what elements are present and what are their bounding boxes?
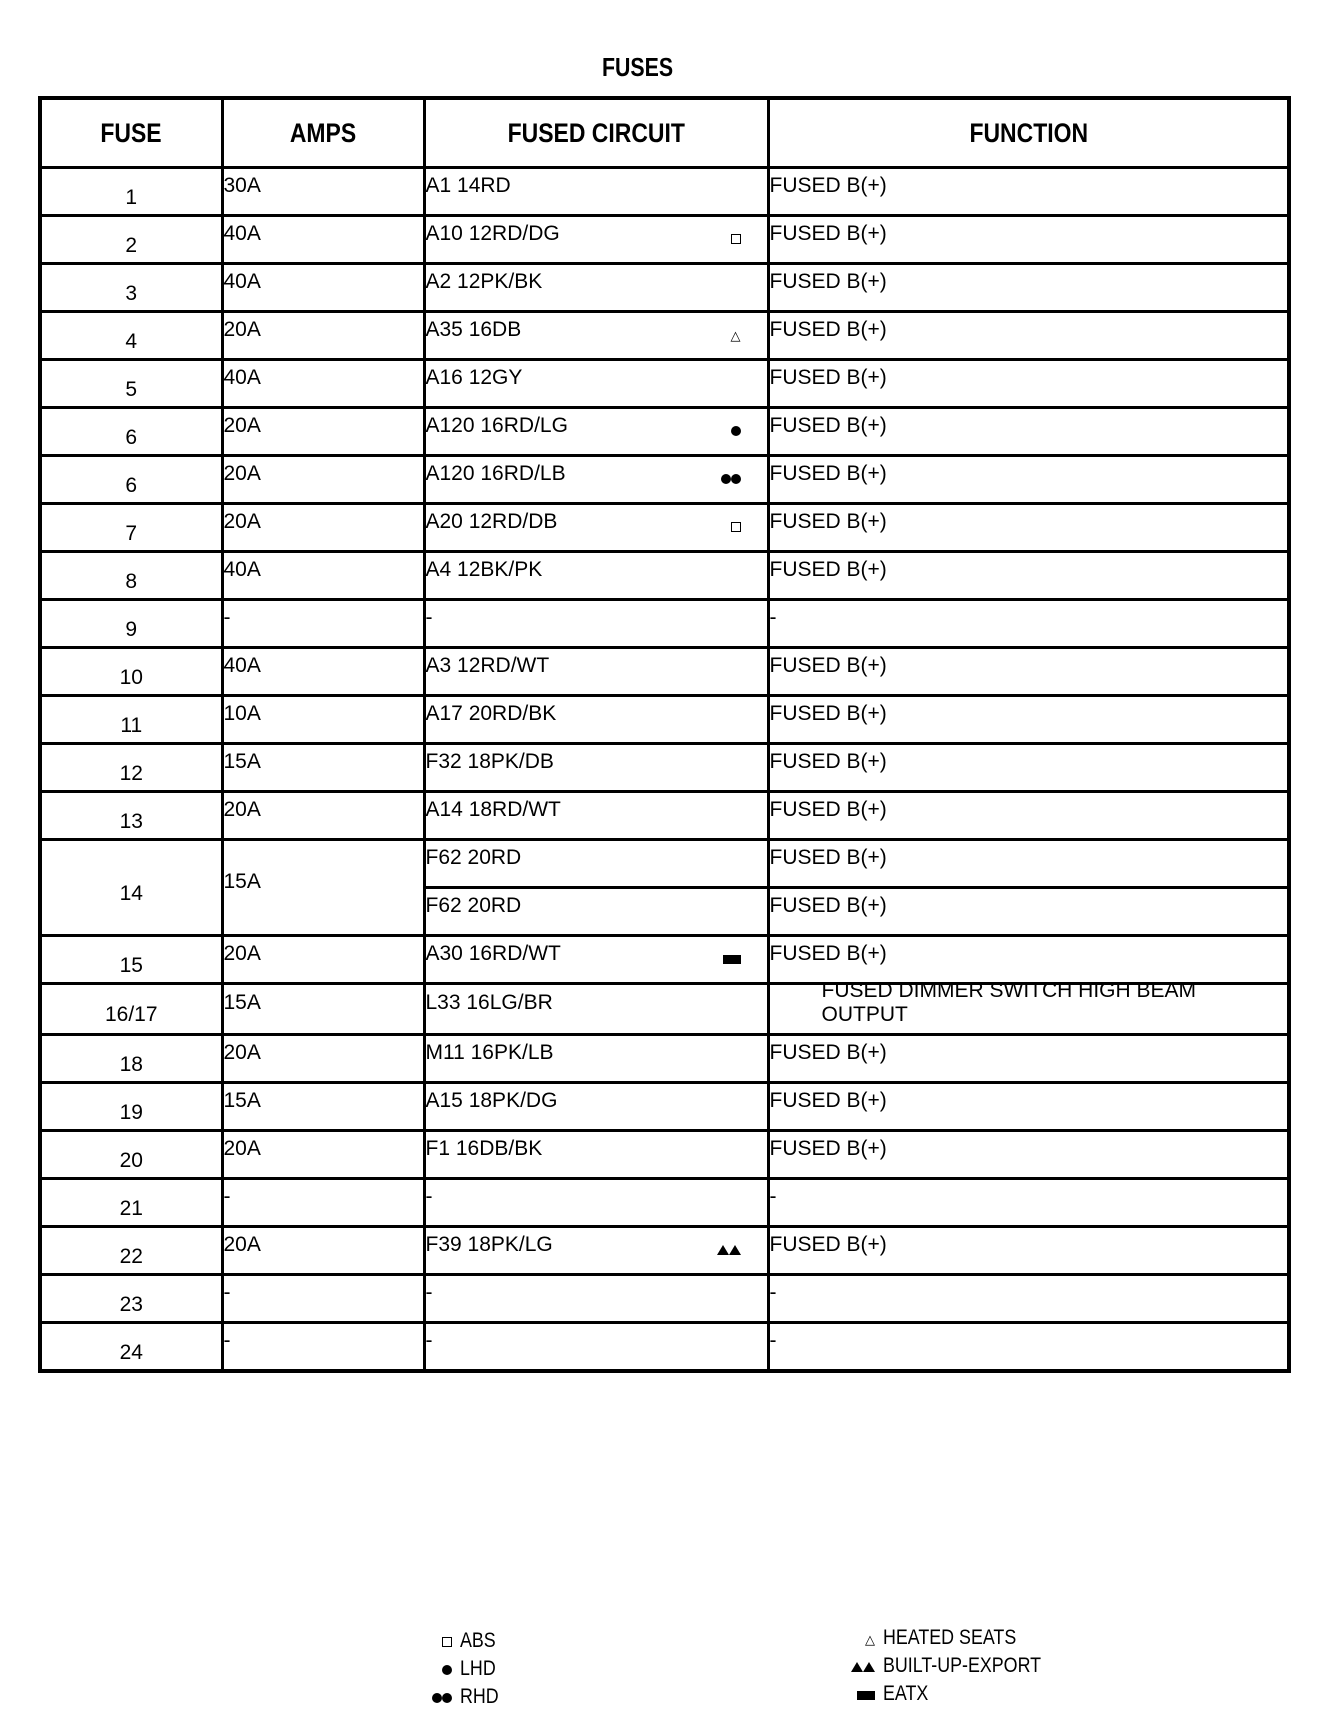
- amps-cell: 30A: [222, 168, 424, 216]
- function-cell: FUSED B(+): [768, 744, 1289, 792]
- table-row: [40, 984, 1289, 1035]
- amps-cell: 40A: [222, 360, 424, 408]
- table-row: [40, 648, 1289, 696]
- table-row: [40, 552, 1289, 600]
- amps-cell: 15A: [222, 840, 424, 936]
- table-row: [40, 1035, 1289, 1083]
- amps-cell: 20A: [222, 936, 424, 984]
- function-cell: FUSED B(+): [768, 648, 1289, 696]
- table-row: [40, 600, 1289, 648]
- legend-item: [845, 1624, 1069, 1652]
- function-cell: -: [768, 1179, 1289, 1227]
- fused-circuit-cell: A2 12PK/BK: [424, 264, 768, 312]
- fused-circuit-cell: A16 12GY: [424, 360, 768, 408]
- table-row: [40, 792, 1289, 840]
- fuse-number-cell: 10: [40, 648, 222, 696]
- table-row: [40, 1131, 1289, 1179]
- amps-cell: 20A: [222, 504, 424, 552]
- amps-cell: 15A: [222, 744, 424, 792]
- fused-circuit-cell: A30 16RD/WT: [424, 936, 768, 984]
- legend-label: LHD: [460, 1657, 496, 1680]
- table-row: [40, 504, 1289, 552]
- amps-cell: 20A: [222, 1035, 424, 1083]
- legend-item: [845, 1680, 1069, 1708]
- function-cell: FUSED B(+): [768, 264, 1289, 312]
- amps-cell: 20A: [222, 1131, 424, 1179]
- fused-circuit-cell: A3 12RD/WT: [424, 648, 768, 696]
- page-title: FUSES: [601, 52, 674, 82]
- function-cell: FUSED B(+): [768, 1035, 1289, 1083]
- table-row: [40, 456, 1289, 504]
- filled-square-icon: [723, 955, 732, 964]
- function-cell: FUSED B(+): [768, 1227, 1289, 1275]
- fuse-number-cell: 6: [40, 408, 222, 456]
- open-square-icon: [731, 522, 741, 532]
- triangle-icon: [717, 1245, 729, 1255]
- fused-circuit-cell: A20 12RD/DB: [424, 504, 768, 552]
- fuse-number-cell: 20: [40, 1131, 222, 1179]
- function-cell: FUSED B(+): [768, 696, 1289, 744]
- dot-icon: [721, 474, 731, 484]
- amps-cell: 20A: [222, 456, 424, 504]
- fused-circuit-cell: F62 20RD: [424, 840, 768, 888]
- legend-left: [422, 1627, 506, 1711]
- dot-icon: [442, 1665, 452, 1675]
- header-fuse: FUSE: [40, 98, 222, 168]
- fused-circuit-cell: -: [424, 1179, 768, 1227]
- function-cell: -: [768, 1275, 1289, 1323]
- dot-icon: [731, 474, 741, 484]
- table-row: [40, 1179, 1289, 1227]
- fuse-number-cell: 13: [40, 792, 222, 840]
- function-cell: FUSED B(+): [768, 552, 1289, 600]
- table-row: [40, 1227, 1289, 1275]
- fuse-number-cell: 8: [40, 552, 222, 600]
- legend-label: EATX: [883, 1682, 929, 1705]
- header-amps: AMPS: [222, 98, 424, 168]
- legend-label: ABS: [460, 1629, 496, 1652]
- fuse-number-cell: 12: [40, 744, 222, 792]
- filled-square-icon: [866, 1691, 875, 1700]
- fuse-number-cell: 23: [40, 1275, 222, 1323]
- fuse-number-cell: 22: [40, 1227, 222, 1275]
- table-header-row: [40, 98, 1289, 168]
- amps-cell: 15A: [222, 984, 424, 1035]
- function-cell: FUSED B(+): [768, 312, 1289, 360]
- function-cell: FUSED B(+): [768, 360, 1289, 408]
- table-row: [40, 936, 1289, 984]
- fused-circuit-cell: -: [424, 600, 768, 648]
- amps-cell: 40A: [222, 552, 424, 600]
- fused-circuit-cell: -: [424, 1275, 768, 1323]
- fuse-number-cell: 15: [40, 936, 222, 984]
- legend-right: [845, 1624, 1069, 1708]
- fused-circuit-cell: A35 16DB △: [424, 312, 768, 360]
- amps-cell: -: [222, 1323, 424, 1372]
- fused-circuit-cell: F62 20RD: [424, 888, 768, 936]
- legend-item: [845, 1652, 1069, 1680]
- amps-cell: 20A: [222, 792, 424, 840]
- table-row: [40, 1275, 1289, 1323]
- header-function: FUNCTION: [768, 98, 1289, 168]
- triangle-icon: [851, 1662, 863, 1672]
- amps-cell: 20A: [222, 1227, 424, 1275]
- dot-icon: [432, 1693, 442, 1703]
- fuse-number-cell: 7: [40, 504, 222, 552]
- fuse-number-cell: 1: [40, 168, 222, 216]
- open-square-icon: [731, 234, 741, 244]
- fused-circuit-cell: A120 16RD/LG: [424, 408, 768, 456]
- amps-cell: 10A: [222, 696, 424, 744]
- fused-circuit-cell: A10 12RD/DG: [424, 216, 768, 264]
- fused-circuit-cell: A14 18RD/WT: [424, 792, 768, 840]
- table-row: [40, 264, 1289, 312]
- dot-icon: [731, 426, 741, 436]
- function-cell: FUSED B(+): [768, 408, 1289, 456]
- fused-circuit-cell: L33 16LG/BR: [424, 984, 768, 1035]
- fuse-number-cell: 3: [40, 264, 222, 312]
- table-row: [40, 216, 1289, 264]
- open-triangle-icon: △: [730, 328, 741, 343]
- fused-circuit-cell: F32 18PK/DB: [424, 744, 768, 792]
- fused-circuit-cell: A17 20RD/BK: [424, 696, 768, 744]
- fuse-number-cell: 24: [40, 1323, 222, 1372]
- fuse-number-cell: 5: [40, 360, 222, 408]
- table-row: [40, 1323, 1289, 1372]
- function-cell: FUSED B(+): [768, 168, 1289, 216]
- dot-icon: [442, 1693, 452, 1703]
- filled-square-icon: [857, 1691, 866, 1700]
- amps-cell: -: [222, 1275, 424, 1323]
- fuse-table: [38, 96, 1291, 1373]
- function-cell: FUSED B(+): [768, 456, 1289, 504]
- fuse-number-cell: 18: [40, 1035, 222, 1083]
- fuse-number-cell: 4: [40, 312, 222, 360]
- amps-cell: 20A: [222, 408, 424, 456]
- table-row: [40, 744, 1289, 792]
- fuse-number-cell: 16/17: [40, 984, 222, 1035]
- function-cell: FUSED B(+): [768, 936, 1289, 984]
- function-cell: FUSED B(+): [768, 1131, 1289, 1179]
- fuse-number-cell: 2: [40, 216, 222, 264]
- function-cell: -: [768, 600, 1289, 648]
- legend-label: HEATED SEATS: [883, 1626, 1017, 1649]
- triangle-icon: [863, 1662, 875, 1672]
- open-square-icon: [442, 1637, 452, 1647]
- fuse-number-cell: 11: [40, 696, 222, 744]
- table-row: [40, 408, 1289, 456]
- fuse-number-cell: 19: [40, 1083, 222, 1131]
- amps-cell: 40A: [222, 648, 424, 696]
- fused-circuit-cell: -: [424, 1323, 768, 1372]
- amps-cell: 15A: [222, 1083, 424, 1131]
- open-triangle-icon: △: [865, 1632, 875, 1647]
- amps-cell: -: [222, 1179, 424, 1227]
- amps-cell: 20A: [222, 312, 424, 360]
- function-cell: FUSED B(+): [768, 888, 1289, 936]
- legend-label: RHD: [460, 1685, 499, 1708]
- fused-circuit-cell: A120 16RD/LB: [424, 456, 768, 504]
- table-row: [40, 840, 1289, 888]
- table-row: [40, 696, 1289, 744]
- header-fused-circuit: FUSED CIRCUIT: [424, 98, 768, 168]
- legend-item: [422, 1683, 506, 1711]
- legend-item: [422, 1655, 506, 1683]
- fused-circuit-cell: A1 14RD: [424, 168, 768, 216]
- triangle-icon: [729, 1245, 741, 1255]
- fuse-number-cell: 21: [40, 1179, 222, 1227]
- fuse-number-cell: 6: [40, 456, 222, 504]
- table-row: [40, 168, 1289, 216]
- function-cell: FUSED DIMMER SWITCH HIGH BEAM OUTPUT: [768, 984, 1289, 1035]
- function-cell: FUSED B(+): [768, 1083, 1289, 1131]
- fused-circuit-cell: F39 18PK/LG: [424, 1227, 768, 1275]
- amps-cell: -: [222, 600, 424, 648]
- fused-circuit-cell: F1 16DB/BK: [424, 1131, 768, 1179]
- fused-circuit-cell: A4 12BK/PK: [424, 552, 768, 600]
- fuse-number-cell: 14: [40, 840, 222, 936]
- function-cell: FUSED B(+): [768, 504, 1289, 552]
- function-cell: FUSED B(+): [768, 216, 1289, 264]
- table-row: [40, 360, 1289, 408]
- function-cell: FUSED B(+): [768, 840, 1289, 888]
- table-row: [40, 1083, 1289, 1131]
- amps-cell: 40A: [222, 216, 424, 264]
- function-cell: FUSED B(+): [768, 792, 1289, 840]
- legend-item: [422, 1627, 506, 1655]
- fuse-number-cell: 9: [40, 600, 222, 648]
- filled-square-icon: [732, 955, 741, 964]
- function-cell: -: [768, 1323, 1289, 1372]
- fused-circuit-cell: M11 16PK/LB: [424, 1035, 768, 1083]
- amps-cell: 40A: [222, 264, 424, 312]
- fused-circuit-cell: A15 18PK/DG: [424, 1083, 768, 1131]
- table-row: [40, 312, 1289, 360]
- legend-label: BUILT-UP-EXPORT: [883, 1654, 1042, 1677]
